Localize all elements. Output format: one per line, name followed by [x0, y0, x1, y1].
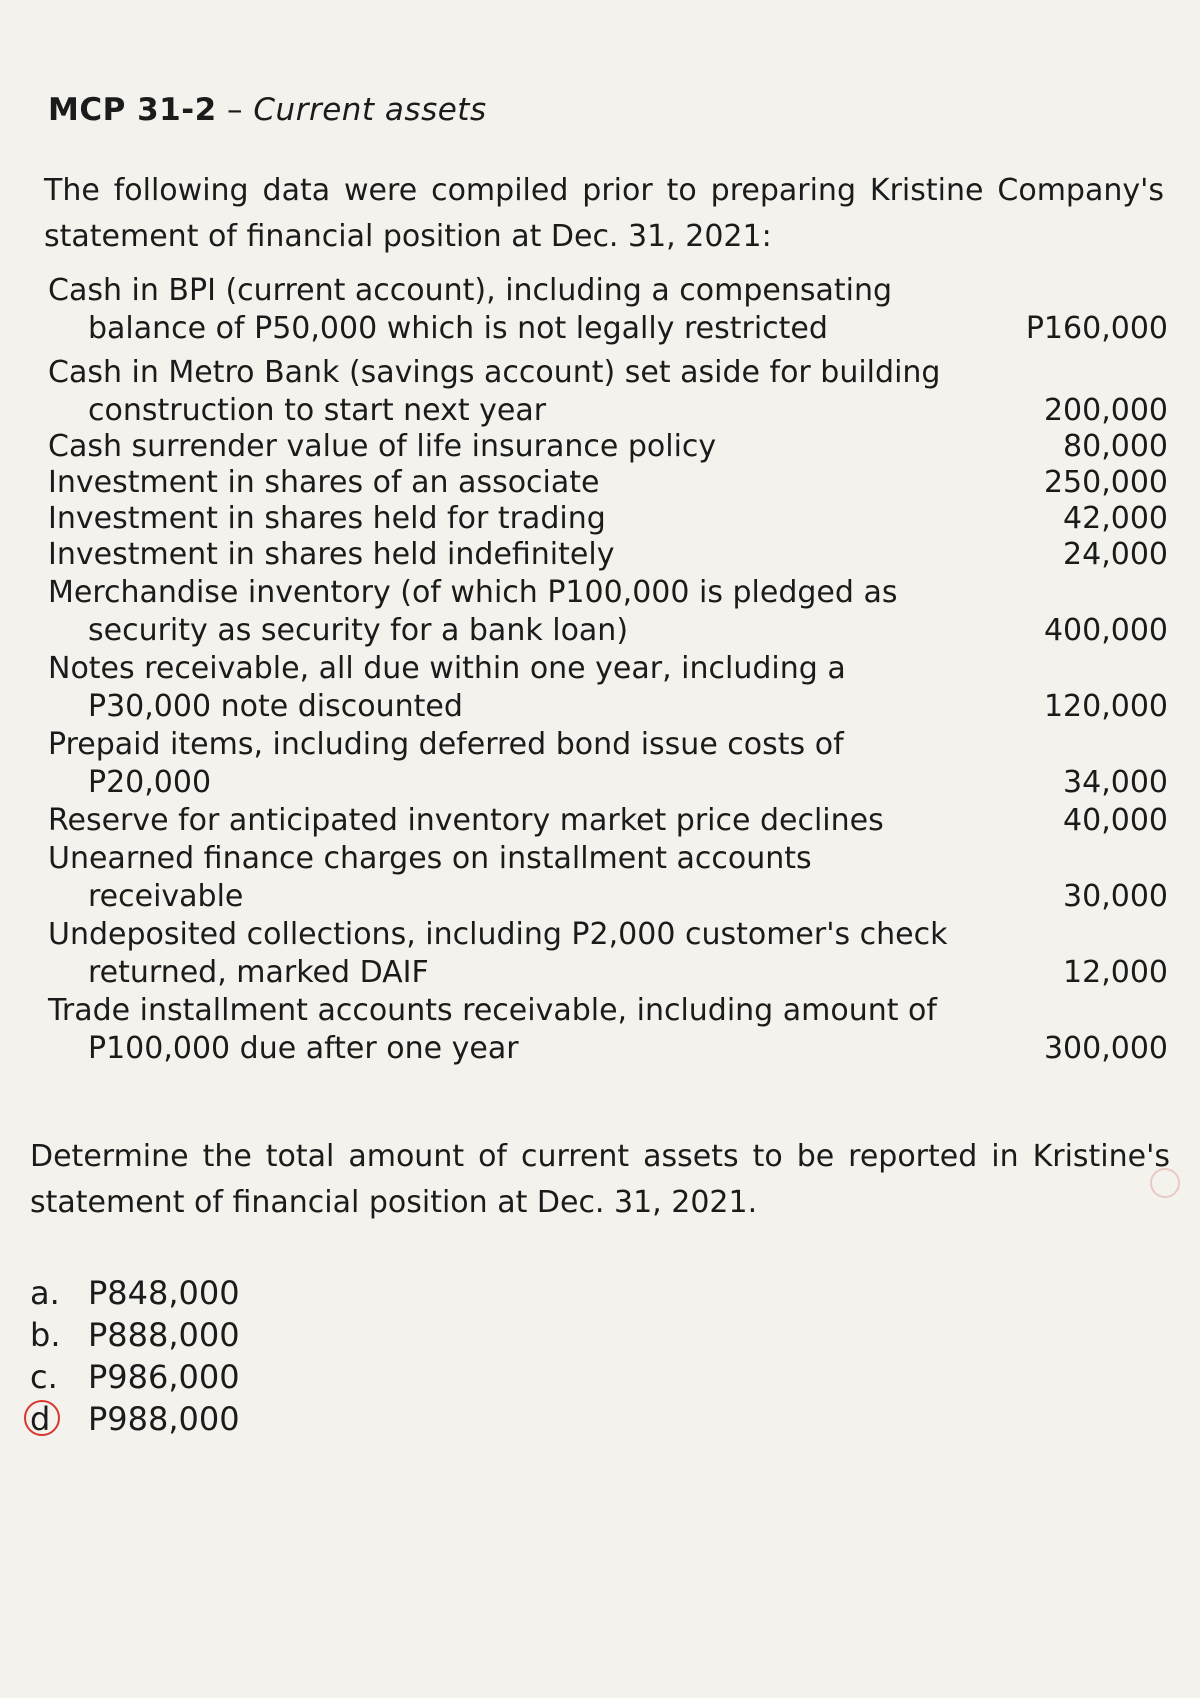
item-amount: 250,000 — [1043, 465, 1168, 500]
item-amount: 24,000 — [1063, 537, 1168, 572]
list-item — [48, 726, 1168, 802]
item-description: Undeposited collections, including P2,000 customer's check returned, marked DAIF — [48, 917, 948, 990]
problem-topic: Current assets — [253, 92, 487, 128]
item-amount: 40,000 — [1063, 803, 1168, 838]
list-item — [48, 354, 1168, 430]
item-description: Merchandise inventory (of which P100,000 is pledged as security as security for a bank loan) — [48, 575, 898, 648]
item-description: Unearned finance charges on installment accounts receivable — [48, 841, 812, 914]
list-item — [48, 840, 1168, 916]
item-description: Notes receivable, all due within one year, including a P30,000 note discounted — [48, 651, 846, 724]
problem-title — [48, 92, 487, 128]
list-item — [48, 428, 1168, 466]
item-description: Cash in BPI (current account), including a compensating balance of P50,000 which is not legally restricted — [48, 273, 893, 346]
list-item — [48, 916, 1168, 992]
item-amount: 120,000 — [1043, 689, 1168, 724]
choice-letter: b. — [30, 1316, 61, 1354]
item-description: Investment in shares of an associate — [48, 465, 600, 500]
item-description: Investment in shares held indefinitely — [48, 537, 615, 572]
item-description: Cash in Metro Bank (savings account) set aside for building construction to start next year — [48, 355, 941, 428]
item-amount: 34,000 — [1063, 765, 1168, 800]
choice-letter: a. — [30, 1274, 60, 1312]
answer-choices — [30, 1272, 240, 1440]
list-item — [48, 802, 1168, 840]
item-description: Cash surrender value of life insurance policy — [48, 429, 717, 464]
choice-c[interactable] — [30, 1356, 240, 1398]
problem-intro: The following data were compiled prior to preparing Kristine Company's statement of financial position at Dec. 31, 2021: — [44, 173, 1164, 254]
choice-letter-circled: d — [30, 1398, 88, 1440]
list-item — [48, 272, 1168, 348]
question-text: Determine the total amount of current assets to be reported in Kristine's statement of financial position at Dec. 31, 2021. — [30, 1139, 1170, 1220]
choice-a[interactable] — [30, 1272, 240, 1314]
item-amount: 80,000 — [1063, 429, 1168, 464]
choice-value: P986,000 — [88, 1358, 240, 1396]
item-description: Trade installment accounts receivable, including amount of P100,000 due after one year — [48, 993, 937, 1066]
choice-d[interactable] — [30, 1398, 240, 1440]
list-item — [48, 464, 1168, 502]
list-item — [48, 574, 1168, 650]
faint-circle-mark — [1150, 1168, 1180, 1198]
list-item — [48, 500, 1168, 538]
item-amount: 300,000 — [1043, 1031, 1168, 1066]
item-amount: P160,000 — [1025, 311, 1168, 346]
list-item — [48, 992, 1168, 1068]
choice-value: P848,000 — [88, 1274, 240, 1312]
item-amount: 12,000 — [1063, 955, 1168, 990]
data-list — [48, 272, 1168, 1068]
list-item — [48, 536, 1168, 574]
item-amount: 200,000 — [1043, 393, 1168, 428]
problem-code: MCP 31-2 — [48, 92, 217, 128]
item-amount: 400,000 — [1043, 613, 1168, 648]
list-item — [48, 650, 1168, 726]
item-description: Reserve for anticipated inventory market price declines — [48, 803, 884, 838]
choice-value: P888,000 — [88, 1316, 240, 1354]
item-description: Prepaid items, including deferred bond issue costs of P20,000 — [48, 727, 844, 800]
choice-value: P988,000 — [88, 1400, 240, 1438]
item-description: Investment in shares held for trading — [48, 501, 606, 536]
item-amount: 30,000 — [1063, 879, 1168, 914]
choice-letter: c. — [30, 1358, 58, 1396]
choice-b[interactable] — [30, 1314, 240, 1356]
title-separator: – — [227, 92, 244, 128]
item-amount: 42,000 — [1063, 501, 1168, 536]
